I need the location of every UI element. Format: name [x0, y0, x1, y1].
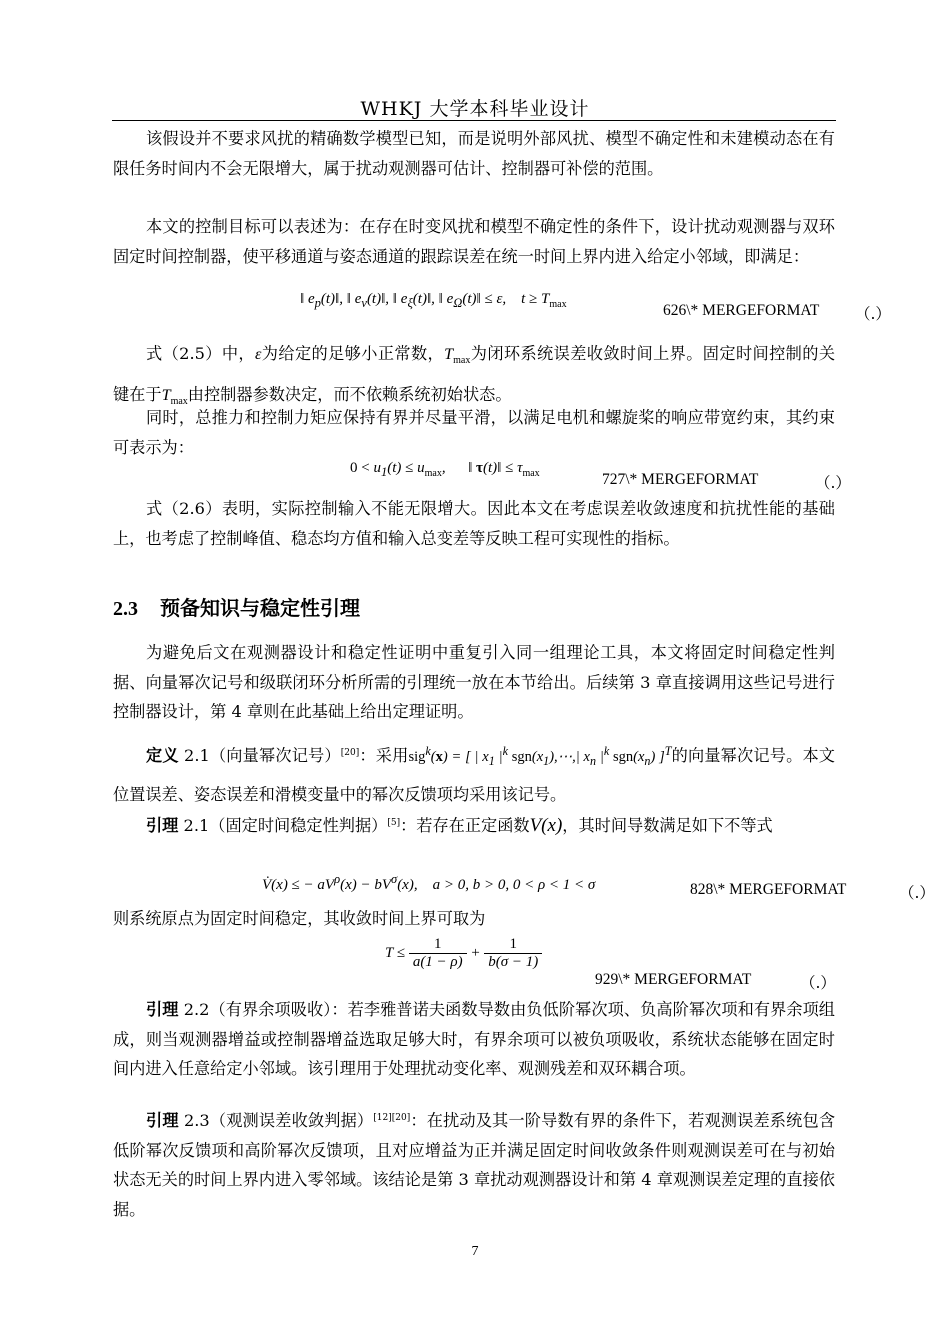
fraction: $\frac{1}{a(1 - \rho)}$ — [409, 936, 467, 971]
definition-label: 定义 — [146, 745, 179, 765]
page-number: 7 — [471, 1244, 479, 1259]
equation-2-8: V̇(x) ≤ − $aV^\rho(x) - bV^\sigma(x)$, a > 0, b > 0, 0 < ρ < 1 < σ — [262, 872, 596, 893]
tmax-symbol: $T_{max}$ — [161, 386, 188, 408]
equation-2-5-number: （.） — [855, 305, 891, 323]
paragraph-input-constraints: 同时，总推力和控制力矩应保持有界并尽量平滑，以满足电机和螺旋桨的响应带宽约束，其约束可表示为： — [113, 408, 835, 457]
section-title: 预备知识与稳定性引理 — [160, 596, 360, 620]
fraction: $\frac{1}{b(\sigma - 1)}$ — [484, 936, 542, 971]
text-segment: 为闭环系统误差收敛时间上界。固定时间控制的关键在于 — [113, 344, 836, 405]
citation: [12][20] — [373, 1113, 411, 1123]
lemma-text: ：若李雅普诺夫函数导数由负低阶幂次项、负高阶幂次项和有界余项组成，则当观测器增益或控制器增益选取足够大时，有界余项可以被负项吸收，系统状态能够在固定时间内进入任意给定小邻域。该引理用于处理扰动变化率、观测残差和双环耦合项。 — [113, 1000, 835, 1078]
lemma-2-3 — [113, 1104, 835, 1224]
lemma-label: 引理 — [146, 1000, 179, 1019]
tmax-symbol: $T_{max}$ — [444, 345, 471, 367]
text-segment: 为给定的足够小正常数， — [261, 344, 445, 363]
equation-2-5-tag: 626\* MERGEFORMAT — [663, 302, 820, 319]
paragraph-preliminaries: 为避免后文在观测器设计和稳定性证明中重复引入同一组理论工具，本文将固定时间稳定性判据、向量幂次记号和级联闭环分析所需的引理统一放在本节给出。后续第 3 章直接调用这些记号进行控制器设计，第 4 章则在此基础上给出定理证明。 — [113, 643, 835, 721]
lemma-label: 引理 — [146, 816, 179, 835]
definition-2-1 — [113, 734, 835, 812]
text-segment: 的向量幂次记号。本文位置误差、姿态误差和滑模变量中的幂次反馈项均采用该记号。 — [113, 745, 835, 804]
equation-2-6: $0 < u_1(t) \le u_{max}$, ‖ τ(t)‖ ≤ $\tau_{max}$ — [350, 460, 540, 479]
paragraph-eq26-explanation: 式（2.6）表明，实际控制输入不能无限增大。因此本文在考虑误差收敛速度和抗扰性能的基础上，也考虑了控制峰值、稳态均方值和输入总变差等反映工程可实现性的指标。 — [113, 499, 835, 548]
text-segment: ：采用 — [359, 745, 409, 765]
page-header-title: WHKJ 大学本科毕业设计 — [360, 98, 590, 120]
text-segment: ，其时间导数满足如下不等式 — [562, 816, 773, 835]
epsilon-symbol: ε — [255, 345, 262, 363]
equation-2-9: T ≤ $\frac{1}{a(1 - \rho)}$ + $\frac{1}{b(\sigma - 1)}$ — [385, 936, 542, 971]
lemma-number: 2.3（观测误差收敛判据） — [178, 1111, 374, 1130]
equation-2-5: ‖ $e_p(t)‖$, ‖ $e_v(t)‖$, ‖ $e_\xi(t)‖$, ‖ $e_\Omega(t)‖ \le \varepsilon$, $t \ge T_{max}$ — [300, 291, 567, 310]
equation-2-6-number: （.） — [815, 474, 851, 492]
citation: [5] — [387, 818, 401, 828]
equation-2-9-number: （.） — [800, 974, 836, 992]
lemma-2-1-conclusion: 则系统原点为固定时间稳定，其收敛时间上界可取为 — [113, 909, 486, 928]
lemma-number: 2.2（有界余项吸收） — [178, 1000, 332, 1019]
lemma-text: ：在扰动及其一阶导数有界的条件下，若观测误差系统包含低阶幂次反馈项和高阶幂次反馈项，且对应增益为正并满足固定时间收敛条件则观测误差可在与初始状态无关的时间上界内进入零邻域。该结论是第 3 章扰动观测器设计和第 4 章观测误差定理的直接依据。 — [113, 1111, 836, 1219]
header-rule — [112, 120, 836, 121]
equation-2-9-tag: 929\* MERGEFORMAT — [595, 971, 752, 988]
lemma-label: 引理 — [146, 1111, 179, 1130]
sig-notation-formula: sig$^k$(x) = [ | $x_1$ $|^k$ $sgn(x_1),\cdots,|$ $x_n$ $|^k$ $sgn(x_n)$ ]$^T$ — [408, 744, 672, 768]
lemma-number: 2.1（固定时间稳定性判据） — [178, 816, 388, 835]
section-heading — [113, 592, 360, 621]
equation-2-8-number: （.） — [899, 884, 935, 902]
paragraph-control-objective: 本文的控制目标可以表述为：在存在时变风扰和模型不确定性的条件下，设计扰动观测器与双环固定时间控制器，使平移通道与姿态通道的跟踪误差在统一时间上界内进入给定小邻域，即满足： — [113, 217, 835, 266]
text-segment: 式（2.5）中， — [146, 344, 256, 363]
definition-number: 2.1（向量幂次记号） — [178, 745, 341, 765]
equation-2-6-tag: 727\* MERGEFORMAT — [602, 471, 759, 488]
citation: [20] — [340, 747, 360, 758]
text-segment: 由控制器参数决定，而不依赖系统初始状态。 — [187, 385, 512, 405]
paragraph-assumption: 该假设并不要求风扰的精确数学模型已知，而是说明外部风扰、模型不确定性和未建模动态在有限任务时间内不会无限增大，属于扰动观测器可估计、控制器可补偿的范围。 — [113, 129, 835, 178]
section-number: 2.3 — [113, 598, 138, 620]
lyapunov-function-symbol: V(x) — [529, 815, 563, 836]
equation-2-8-tag: 828\* MERGEFORMAT — [690, 881, 847, 898]
lemma-2-1 — [113, 806, 835, 843]
lemma-2-2 — [113, 995, 835, 1084]
text-segment: ：若存在正定函数 — [400, 816, 530, 835]
